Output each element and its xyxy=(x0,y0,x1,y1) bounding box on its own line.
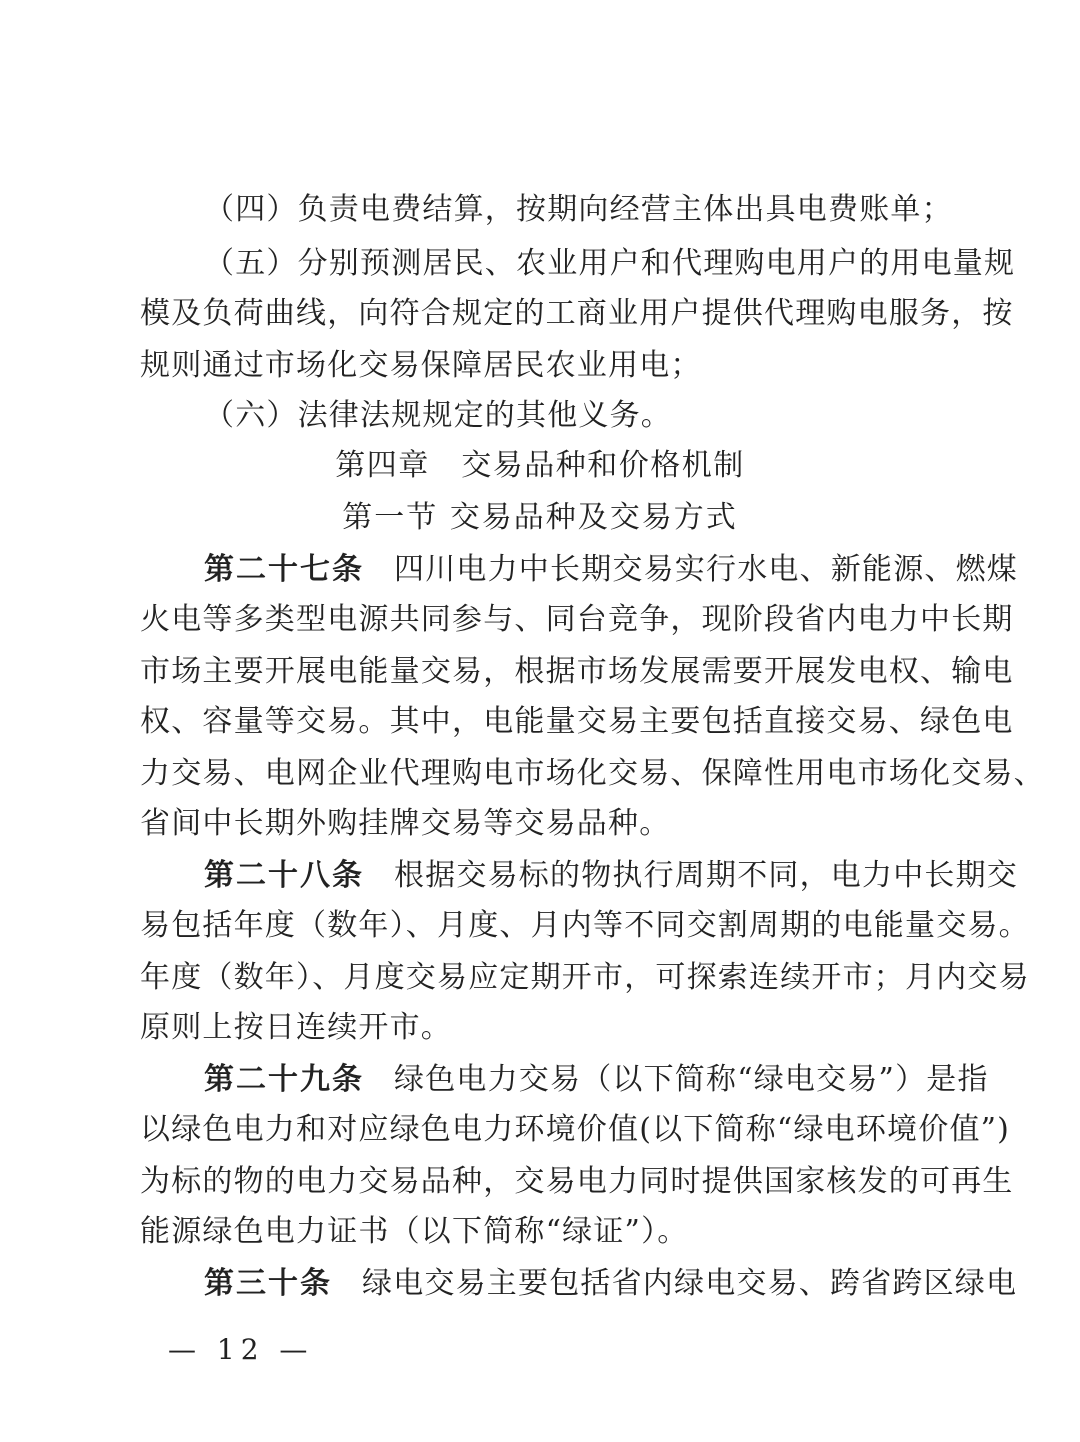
article-27-line-5: 力交易、电网企业代理购电市场化交易、保障性用电市场化交易、 xyxy=(140,756,1045,791)
article-29-term: 第二十九条 xyxy=(204,1062,364,1097)
article-27-line-2: 火电等多类型电源共同参与、同台竞争，现阶段省内电力中长期 xyxy=(140,602,1014,637)
article-27-text-1: 四川电力中长期交易实行水电、新能源、燃煤 xyxy=(394,552,1018,587)
article-28-line-3: 年度（数年）、月度交易应定期开市，可探索连续开市；月内交易 xyxy=(140,960,1030,995)
article-29-text-1: 绿色电力交易（以下简称“绿电交易”）是指 xyxy=(394,1062,989,1097)
article-30-text-1: 绿电交易主要包括省内绿电交易、跨省跨区绿电 xyxy=(362,1266,1018,1301)
article-30-line-1 xyxy=(204,1262,1018,1306)
article-27-line-6: 省间中长期外购挂牌交易等交易品种。 xyxy=(140,806,671,841)
section-title: 第一节 交易品种及交易方式 xyxy=(342,500,738,535)
article-28-text-1: 根据交易标的物执行周期不同，电力中长期交 xyxy=(394,858,1018,893)
duty-6-line-1: （六）法律法规规定的其他义务。 xyxy=(204,398,672,433)
article-28-line-2: 易包括年度（数年）、月度、月内等不同交割周期的电能量交易。 xyxy=(140,908,1030,943)
article-28-line-4: 原则上按日连续开市。 xyxy=(140,1010,452,1045)
article-30-term: 第三十条 xyxy=(204,1266,332,1301)
article-27-line-4: 权、容量等交易。其中，电能量交易主要包括直接交易、绿色电 xyxy=(140,704,1014,739)
article-28-line-1 xyxy=(204,854,1018,898)
article-29-line-1 xyxy=(204,1058,989,1102)
article-29-line-4: 能源绿色电力证书（以下简称“绿证”）。 xyxy=(140,1214,689,1249)
article-29-line-2: 以绿色电力和对应绿色电力环境价值(以下简称“绿电环境价值”) xyxy=(140,1112,1011,1147)
article-27-line-1 xyxy=(204,548,1018,592)
page-number: — 12 — xyxy=(168,1333,314,1366)
article-27-line-3: 市场主要开展电能量交易，根据市场发展需要开展发电权、输电 xyxy=(140,654,1014,689)
chapter-title: 第四章 交易品种和价格机制 xyxy=(335,448,745,483)
duty-5-line-2: 模及负荷曲线，向符合规定的工商业用户提供代理购电服务，按 xyxy=(140,296,1014,331)
duty-5-line-1: （五）分别预测居民、农业用户和代理购电用户的用电量规 xyxy=(204,246,1016,281)
duty-5-line-3: 规则通过市场化交易保障居民农业用电； xyxy=(140,348,702,383)
duty-4-line-1: （四）负责电费结算，按期向经营主体出具电费账单； xyxy=(204,192,953,227)
article-29-line-3: 为标的物的电力交易品种，交易电力同时提供国家核发的可再生 xyxy=(140,1164,1014,1199)
article-27-term: 第二十七条 xyxy=(204,552,364,587)
article-28-term: 第二十八条 xyxy=(204,858,364,893)
